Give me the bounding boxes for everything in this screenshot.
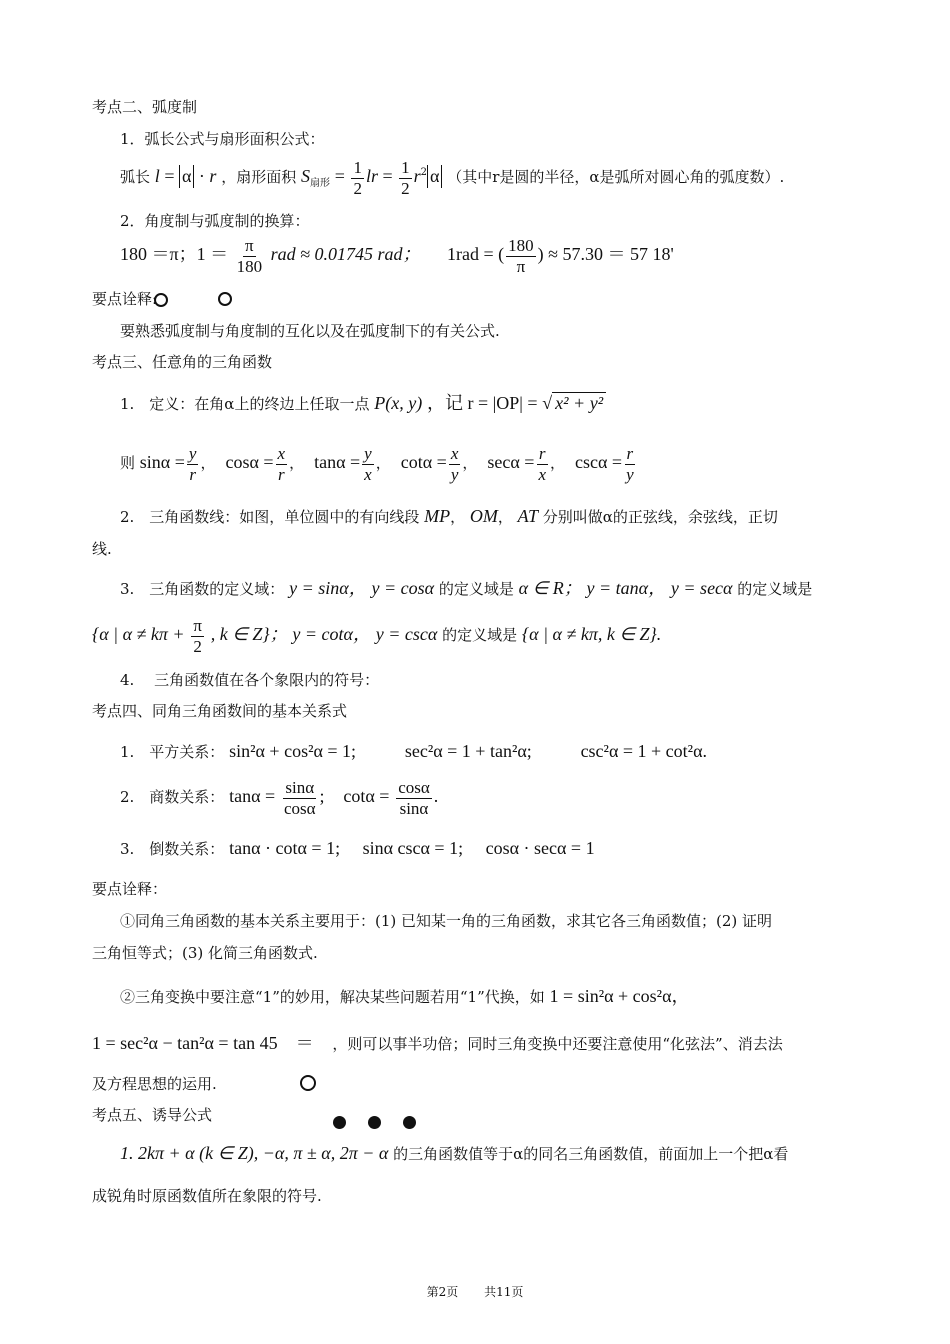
fraction: $\frac{\cos\alpha}{\sin\alpha}$ [398,778,430,818]
page-footer [0,1283,950,1300]
arc-formula-line: 弧长 l = α · r ，扇形面积 $S_{扇形}$ = $\frac{1}{2}$ lr = $\frac{1}{2}$ $r^2$ α （其中r是圆的半径，α是弧所对圆心角的弧度数）. [120,158,785,198]
function-def: cotα = $\frac{x}{y}$ ， [400,444,478,484]
conversion-line: 180 ＝π；1 ＝ $\frac{\pi}{180}$ rad ≈ 0.01745 rad； 1rad = ( $\frac{180}{\pi}$ ) ≈ 57.30 ＝ 57 18' [120,236,674,276]
item-title: 1．弧长公式与扇形面积公式： [120,130,325,148]
note-paragraph: 1 = sec²α − tan²α = tan 45 ＝ ，则可以事半功倍；同时三角变换中还要注意使用“化弦法”、消去法 [92,1033,783,1053]
quotient-relations: 2. 商数关系： tanα = $\frac{\sin\alpha}{\cos\alpha}$ ; cotα = $\frac{\cos\alpha}{\sin\alpha}$ . [120,778,439,818]
item-title: 2．角度制与弧度制的换算： [120,212,310,230]
fraction: $\frac{r}{x}$ [538,444,546,484]
function-defs-line: 则 sinα = $\frac{y}{r}$ ， cosα = $\frac{x}{r}$ ， tanα = $\frac{y}{x}$ ， cotα = $\frac{x}{y}$ ， secα = $\frac{r}{x}$ ， cscα = $\frac{r}{y}$ [120,444,648,484]
abs-alpha: α [179,165,194,188]
note-paragraph: ①同角三角函数的基本关系主要用于：(1) 已知某一角的三角函数，求其它各三角函数值；(2) 证明 [120,912,773,930]
sector-sub: 扇形 [310,178,330,190]
fraction: $\frac{1}{2}$ [353,158,362,198]
arc-label: 弧长 [120,168,151,187]
function-def: secα = $\frac{r}{x}$ ， [487,444,566,484]
page-number: 第2页 [426,1285,459,1299]
circle-icon [218,292,232,306]
note-text: 要熟悉弧度制与角度制的互化以及在弧度制下的有关公式. [120,322,500,340]
induction-line: 1. 2kπ + α (k ∈ Z), −α, π ± α, 2π − α 的三角函数值等于α的同名三角函数值，前面加上一个把α看 [120,1143,789,1163]
note-paragraph: ②三角变换中要注意“1”的妙用，解决某些问题若用“1”代换，如 1 = sin²α + cos²α， [120,986,690,1006]
fraction: $\frac{\pi}{2}$ [193,616,202,656]
item2-line: 2. 三角函数线：如图，单位圆中的有向线段 MP， OM， AT 分别叫做α的正弦线，余弦线，正切 [120,506,778,526]
formula: l [154,166,160,187]
arc-note: （其中r是圆的半径，α是弧所对圆心角的弧度数）. [447,168,785,187]
fraction: $\frac{\sin\alpha}{\cos\alpha}$ [283,778,316,818]
reciprocal-relations: 3. 倒数关系： tanα · cotα = 1; sinα cscα = 1; cosα · secα = 1 [120,838,595,858]
function-def: tanα = $\frac{y}{x}$ ， [314,444,391,484]
sqrt: √ x² + y² [542,392,606,415]
dot-icon [333,1116,346,1129]
circle-icon [300,1075,316,1091]
fraction: $\frac{x}{y}$ [450,444,459,484]
function-def: cosα = $\frac{x}{r}$ ， [225,444,305,484]
item4-line: 4. 三角函数值在各个象限内的符号： [120,671,380,689]
definition-line: 1. 定义：在角α上的终边上任取一点 P(x, y) ，记 r = |OP| = √ x² + y² [120,392,606,415]
dot-icon [368,1116,381,1129]
section-title: 考点四、同角三角函数间的基本关系式 [92,702,348,720]
section-title: 考点三、任意角的三角函数 [92,353,273,371]
note-title: 要点诠释: [92,290,158,308]
item2-line-end: 线. [92,540,112,558]
fraction: $\frac{1}{2}$ [401,158,410,198]
domain-line: {α | α ≠ kπ + $\frac{\pi}{2}$ , k ∈ Z}； y = cotα， y = cscα 的定义域是 {α | α ≠ kπ, k ∈ Z}. [92,616,662,656]
section-title: 考点五、诱导公式 [92,1106,213,1124]
note-title: 要点诠释： [92,880,168,898]
function-def: sinα = $\frac{y}{r}$ ， [139,444,216,484]
note-paragraph: 及方程思想的运用. [92,1075,217,1093]
fraction: $\frac{x}{r}$ [277,444,286,484]
induction-line-end: 成锐角时原函数值所在象限的符号. [92,1187,322,1205]
dot-icon [403,1116,416,1129]
fraction: $\frac{\pi}{180}$ [236,236,263,276]
page-total: 共11页 [484,1285,524,1299]
section-title: 考点二、弧度制 [92,98,198,116]
note-paragraph: 三角恒等式；(3) 化简三角函数式. [92,944,318,962]
sector-label: ，扇形面积 [221,168,297,187]
square-relations: 1. 平方关系： sin²α + cos²α = 1; sec²α = 1 + tan²α; csc²α = 1 + cot²α. [120,741,707,761]
function-def: cscα = $\frac{r}{y}$ [575,444,634,484]
fraction: $\frac{r}{y}$ [626,444,634,484]
fraction: $\frac{y}{r}$ [188,444,197,484]
circle-icon [154,293,168,307]
fraction: $\frac{180}{\pi}$ [508,236,534,276]
fraction: $\frac{y}{x}$ [364,444,372,484]
item3-line: 3. 三角函数的定义域： y = sinα， y = cosα 的定义域是 α ∈ R； y = tanα， y = secα 的定义域是 [120,578,813,598]
